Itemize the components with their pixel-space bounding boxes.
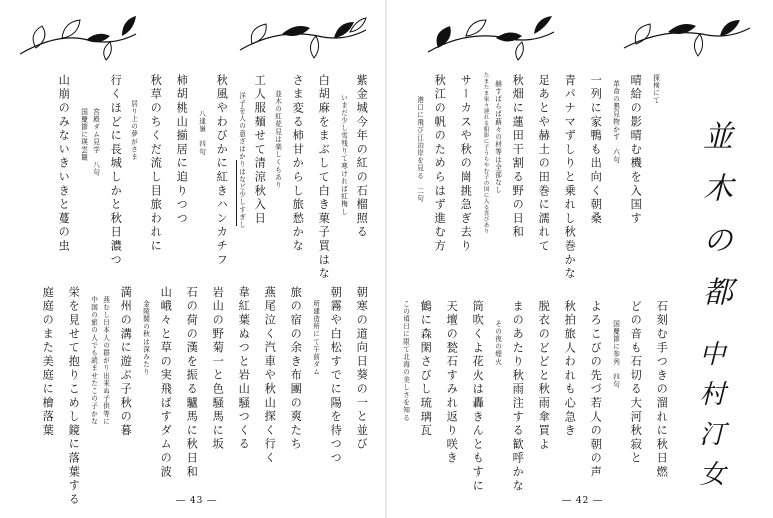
leaf-vine-ornament xyxy=(622,14,752,62)
poem-line: 庭庭のまた美庭に檜落葉 xyxy=(41,286,55,438)
right-page xyxy=(386,0,773,518)
poem-line: 足あとや赫土の田巻に濡れて xyxy=(537,74,551,254)
work-title: 並木の都 xyxy=(697,120,732,328)
headnote: いまだ少し雪残りて寒ければ紅梅し xyxy=(339,94,348,216)
poem-line: 岩山の野菊一と色騒馬に坂 xyxy=(211,286,225,452)
poem-line: 朝霧や白松すでに陽を待つつ xyxy=(329,286,343,466)
poem-line: 天壇の甃石すみれ返り咲き xyxy=(445,300,459,466)
poem-line: 工人服麺せて清涼秋入日 xyxy=(253,74,267,226)
headnote: 国慶節に瑛雲観 xyxy=(79,108,88,162)
poem-line: 青パナマずしりと乗れし秋巻かな xyxy=(563,74,577,281)
headnote: 探検にて xyxy=(651,74,660,105)
poem-line: 山峨々と草の実飛ばすダムの波 xyxy=(159,286,173,480)
headnote: 宮殿ダム見学 八句 xyxy=(91,108,100,177)
poem-line: 秋江の帆のためらはず進む方 xyxy=(433,74,447,254)
poem-line: 鶴に森閑さびし琉璃瓦 xyxy=(419,300,433,438)
headnote: 八達嶺 四句 xyxy=(197,110,206,156)
poem-line: 旅の宿の余き布團の爽たち xyxy=(289,286,303,452)
poem-line: 紫金城今年の紅の石榴照る xyxy=(355,74,369,240)
leaf-vine-ornament xyxy=(426,14,556,62)
headnote: この頃日に限て北海の美しさを知る xyxy=(401,300,410,422)
headnote: 赫すばらば蕗々の材等は全部なし xyxy=(493,80,502,194)
leaf-vine-ornament xyxy=(18,14,138,62)
poem-line: 栄を見せて抱りこめし鏡に落葉する xyxy=(67,286,81,507)
headnote: 中国の旅の人でも読ませたこの子かな xyxy=(89,296,98,426)
poem-line: まのあたり秋雨注する歓呼かな xyxy=(511,300,525,494)
page-number: ― 43 ― xyxy=(176,496,218,506)
poem-line: 秋畑に蓮田干割る野の日和 xyxy=(511,74,525,240)
headnote: 革命の懇見物かず 六句 xyxy=(611,80,620,164)
headnote: 居り上の夢がさま xyxy=(129,100,138,161)
poem-line: 燕尾泣く汽車や秋山探く行く xyxy=(263,286,277,466)
left-page xyxy=(0,0,386,518)
poem-line: 石の荷の漢を振る驢馬に秋日和 xyxy=(185,286,199,480)
headnote: 燕むし日本人の群がり出来ぬ子供等に xyxy=(101,296,110,426)
poem-line: 行くほどに長城しかと秋日濃つ xyxy=(109,74,123,268)
poem-line: 脱衣のどどと秋雨傘買よ xyxy=(537,300,551,452)
headnote: 金陵閣の秋は深みたり xyxy=(141,300,150,376)
author-name: 中村汀女 xyxy=(695,340,725,500)
poem-line: 朝寒の道向日葵の一と並び xyxy=(355,286,369,452)
headnote: 国慶節に参列 四句 xyxy=(611,320,620,389)
poem-line: 秋拍旅人われも心急き xyxy=(563,300,577,438)
poem-line: 韋紅葉ぬつと岩山騒つくる xyxy=(237,286,251,452)
poem-line: 山崩のみないきいきと蔓の虫 xyxy=(57,74,71,254)
poem-line: よろこびの先づ若人の朝の声 xyxy=(589,300,603,480)
poem-line: 満州の溝に遊ぶ子秋の暮 xyxy=(119,286,133,438)
poem-line: 石刻む手つきの溜れに秋日燃 xyxy=(655,300,669,480)
page-number: ― 42 ― xyxy=(562,496,604,506)
leaf-vine-ornament xyxy=(238,14,368,62)
headnote: 所建造所にて午前ダム xyxy=(311,300,320,376)
poem-line: 晴給の影晴む機を入国す xyxy=(629,74,643,226)
poem-line: 一列に家鴨も出向く朝桑 xyxy=(589,74,603,226)
headnote: その夜の煙火 xyxy=(493,320,502,366)
poem-line: 秋草のちくだ流し目旅われに xyxy=(149,74,163,254)
headnote: 並木の紅花見は楽しくもあり xyxy=(273,90,282,189)
poem-line: 秋風やわびかに紅きハンカチフ xyxy=(215,74,229,268)
poem-line: サーカスや秋の崗挑急ぎ去り xyxy=(459,74,473,254)
poem-line: 筒吹くよ花火は轟きんともすに xyxy=(471,300,485,494)
poem-line: さま変る柿甘からし旅愁かな xyxy=(291,74,305,254)
poem-line: 柿胡桃山揃居に迫りつつ xyxy=(175,74,189,226)
poem-line: どの音も石切る大河秋寂と xyxy=(629,300,643,466)
divider-line xyxy=(236,160,237,226)
headnote: 港口に飛び江泊岸を見る 二句 xyxy=(415,96,424,203)
headnote: たまたま家々連れる船影に子うらやむ子の国に入る喜びあり xyxy=(482,72,489,234)
headnote: 洋子を人の意ざはかりはなど少しすぎし xyxy=(237,92,246,229)
poem-line: 白胡麻をまぶして白き菓子買はな xyxy=(317,74,331,281)
